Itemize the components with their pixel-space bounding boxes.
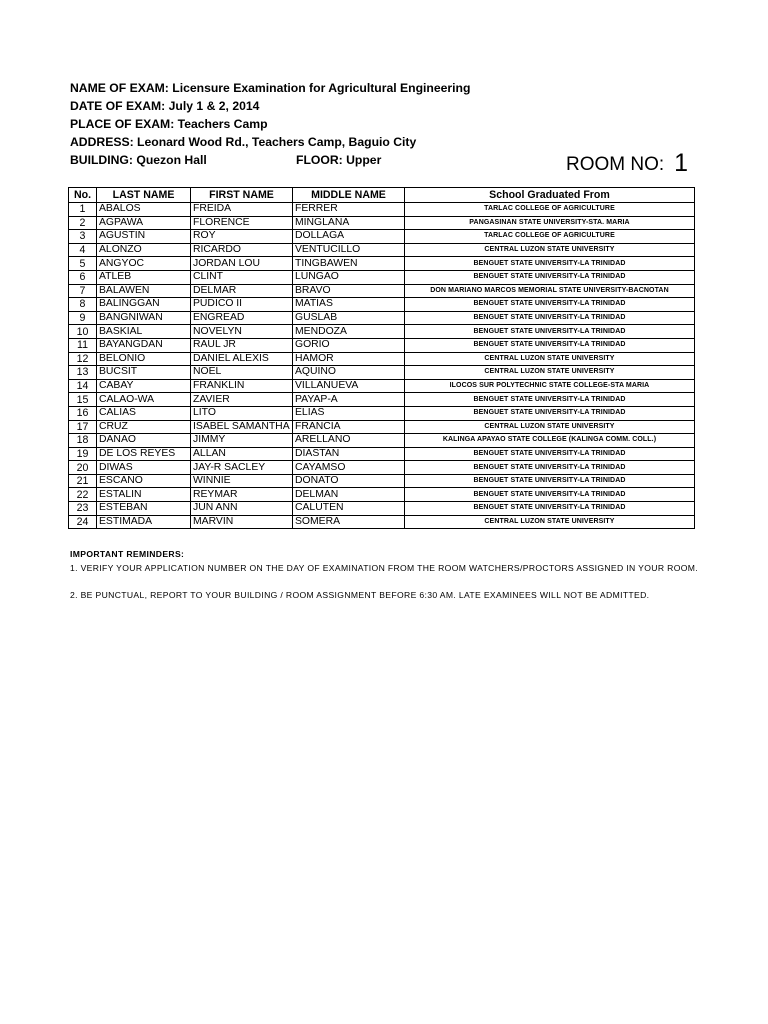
examinee-table xyxy=(68,187,695,529)
last-name-cell: CALAO-WA xyxy=(97,393,191,407)
school-cell: BENGUET STATE UNIVERSITY-LA TRINIDAD xyxy=(405,406,695,420)
middle-name-cell: DIASTAN xyxy=(293,447,405,461)
table-row xyxy=(69,203,695,217)
table-row xyxy=(69,284,695,298)
row-number: 14 xyxy=(69,379,97,393)
school-cell: TARLAC COLLEGE OF AGRICULTURE xyxy=(405,230,695,244)
first-name-cell: ALLAN xyxy=(191,447,293,461)
last-name-cell: BASKIAL xyxy=(97,325,191,339)
first-name-cell: DANIEL ALEXIS xyxy=(191,352,293,366)
col-header-last-name: LAST NAME xyxy=(97,188,191,203)
last-name-cell: AGPAWA xyxy=(97,216,191,230)
school-cell: BENGUET STATE UNIVERSITY-LA TRINIDAD xyxy=(405,474,695,488)
table-row xyxy=(69,461,695,475)
middle-name-cell: DONATO xyxy=(293,474,405,488)
middle-name-cell: AQUINO xyxy=(293,366,405,380)
last-name-cell: BANGNIWAN xyxy=(97,311,191,325)
table-row xyxy=(69,270,695,284)
table-row xyxy=(69,488,695,502)
first-name-cell: JORDAN LOU xyxy=(191,257,293,271)
first-name-cell: REYMAR xyxy=(191,488,293,502)
school-cell: BENGUET STATE UNIVERSITY-LA TRINIDAD xyxy=(405,325,695,339)
row-number: 15 xyxy=(69,393,97,407)
exam-place-value: Teachers Camp xyxy=(177,117,268,131)
row-number: 24 xyxy=(69,515,97,529)
first-name-cell: RICARDO xyxy=(191,243,293,257)
first-name-cell: JUN ANN xyxy=(191,502,293,516)
middle-name-cell: GUSLAB xyxy=(293,311,405,325)
school-cell: CENTRAL LUZON STATE UNIVERSITY xyxy=(405,352,695,366)
col-header-middle-name: MIDDLE NAME xyxy=(293,188,405,203)
exam-date-value: July 1 & 2, 2014 xyxy=(168,99,260,113)
school-cell: BENGUET STATE UNIVERSITY-LA TRINIDAD xyxy=(405,488,695,502)
middle-name-cell: CAYAMSO xyxy=(293,461,405,475)
middle-name-cell: DOLLAGA xyxy=(293,230,405,244)
last-name-cell: CRUZ xyxy=(97,420,191,434)
school-cell: TARLAC COLLEGE OF AGRICULTURE xyxy=(405,203,695,217)
exam-name-value: Licensure Examination for Agricultural Engineering xyxy=(172,81,471,95)
last-name-cell: CABAY xyxy=(97,379,191,393)
table-row xyxy=(69,366,695,380)
middle-name-cell: MENDOZA xyxy=(293,325,405,339)
first-name-cell: RAUL JR xyxy=(191,338,293,352)
address-value: Leonard Wood Rd., Teachers Camp, Baguio City xyxy=(137,135,417,149)
school-cell: DON MARIANO MARCOS MEMORIAL STATE UNIVERSITY-BACNOTAN xyxy=(405,284,695,298)
exam-place-line xyxy=(70,117,268,132)
last-name-cell: CALIAS xyxy=(97,406,191,420)
table-row xyxy=(69,420,695,434)
exam-date-line xyxy=(70,99,259,114)
middle-name-cell: ARELLANO xyxy=(293,434,405,448)
first-name-cell: MARVIN xyxy=(191,515,293,529)
school-cell: BENGUET STATE UNIVERSITY-LA TRINIDAD xyxy=(405,298,695,312)
row-number: 6 xyxy=(69,270,97,284)
row-number: 21 xyxy=(69,474,97,488)
first-name-cell: ROY xyxy=(191,230,293,244)
last-name-cell: ATLEB xyxy=(97,270,191,284)
row-number: 11 xyxy=(69,338,97,352)
col-header-no: No. xyxy=(69,188,97,203)
room-value: 1 xyxy=(674,149,689,177)
middle-name-cell: LUNGAO xyxy=(293,270,405,284)
row-number: 13 xyxy=(69,366,97,380)
table-row xyxy=(69,515,695,529)
row-number: 5 xyxy=(69,257,97,271)
reminder-item-1: 1. VERIFY YOUR APPLICATION NUMBER ON THE DAY OF EXAMINATION FROM THE ROOM WATCHERS/PROCTORS ASSIGNED IN YOUR ROOM. xyxy=(70,562,699,573)
middle-name-cell: VILLANUEVA xyxy=(293,379,405,393)
middle-name-cell: FERRER xyxy=(293,203,405,217)
room-number xyxy=(566,148,688,177)
table-row xyxy=(69,474,695,488)
reminder-item-2: 2. BE PUNCTUAL, REPORT TO YOUR BUILDING / ROOM ASSIGNMENT BEFORE 6:30 AM. LATE EXAMINEES WILL NOT BE ADMITTED. xyxy=(70,590,650,601)
table-row xyxy=(69,257,695,271)
last-name-cell: BALAWEN xyxy=(97,284,191,298)
table-row xyxy=(69,311,695,325)
table-row xyxy=(69,352,695,366)
table-row xyxy=(69,243,695,257)
last-name-cell: ABALOS xyxy=(97,203,191,217)
row-number: 23 xyxy=(69,502,97,516)
first-name-cell: CLINT xyxy=(191,270,293,284)
middle-name-cell: PAYAP-A xyxy=(293,393,405,407)
row-number: 3 xyxy=(69,230,97,244)
school-cell: BENGUET STATE UNIVERSITY-LA TRINIDAD xyxy=(405,447,695,461)
middle-name-cell: TINGBAWEN xyxy=(293,257,405,271)
last-name-cell: BALINGGAN xyxy=(97,298,191,312)
last-name-cell: AGUSTIN xyxy=(97,230,191,244)
first-name-cell: NOEL xyxy=(191,366,293,380)
room-label: ROOM NO: xyxy=(566,154,665,175)
last-name-cell: ESTALIN xyxy=(97,488,191,502)
table-row xyxy=(69,325,695,339)
exam-name-label: NAME OF EXAM: xyxy=(70,81,169,95)
table-row xyxy=(69,434,695,448)
last-name-cell: BUCSIT xyxy=(97,366,191,380)
first-name-cell: JIMMY xyxy=(191,434,293,448)
last-name-cell: DIWAS xyxy=(97,461,191,475)
last-name-cell: ESTEBAN xyxy=(97,502,191,516)
school-cell: BENGUET STATE UNIVERSITY-LA TRINIDAD xyxy=(405,311,695,325)
table-row xyxy=(69,447,695,461)
building-value: Quezon Hall xyxy=(136,153,207,167)
table-row xyxy=(69,338,695,352)
last-name-cell: BELONIO xyxy=(97,352,191,366)
first-name-cell: FLORENCE xyxy=(191,216,293,230)
row-number: 4 xyxy=(69,243,97,257)
middle-name-cell: DELMAN xyxy=(293,488,405,502)
first-name-cell: FREIDA xyxy=(191,203,293,217)
middle-name-cell: BRAVO xyxy=(293,284,405,298)
row-number: 20 xyxy=(69,461,97,475)
exam-name-line xyxy=(70,81,470,96)
first-name-cell: ZAVIER xyxy=(191,393,293,407)
first-name-cell: PUDICO II xyxy=(191,298,293,312)
table-body xyxy=(69,203,695,529)
table-row xyxy=(69,298,695,312)
col-header-first-name: FIRST NAME xyxy=(191,188,293,203)
important-reminders xyxy=(70,548,710,603)
exam-place-label: PLACE OF EXAM: xyxy=(70,117,175,131)
table-row xyxy=(69,406,695,420)
school-cell: BENGUET STATE UNIVERSITY-LA TRINIDAD xyxy=(405,338,695,352)
first-name-cell: FRANKLIN xyxy=(191,379,293,393)
row-number: 9 xyxy=(69,311,97,325)
middle-name-cell: VENTUCILLO xyxy=(293,243,405,257)
building-label: BUILDING: xyxy=(70,153,133,167)
school-cell: BENGUET STATE UNIVERSITY-LA TRINIDAD xyxy=(405,502,695,516)
middle-name-cell: CALUTEN xyxy=(293,502,405,516)
table-header-row xyxy=(69,188,695,203)
table-row xyxy=(69,393,695,407)
row-number: 12 xyxy=(69,352,97,366)
floor-line xyxy=(296,153,381,167)
col-header-school: School Graduated From xyxy=(405,188,695,203)
first-name-cell: DELMAR xyxy=(191,284,293,298)
reminders-title: IMPORTANT REMINDERS: xyxy=(70,549,185,559)
row-number: 18 xyxy=(69,434,97,448)
row-number: 17 xyxy=(69,420,97,434)
row-number: 7 xyxy=(69,284,97,298)
address-line xyxy=(70,135,416,150)
first-name-cell: NOVELYN xyxy=(191,325,293,339)
last-name-cell: ESTIMADA xyxy=(97,515,191,529)
school-cell: PANGASINAN STATE UNIVERSITY-STA. MARIA xyxy=(405,216,695,230)
table-row xyxy=(69,216,695,230)
table-row xyxy=(69,379,695,393)
school-cell: CENTRAL LUZON STATE UNIVERSITY xyxy=(405,243,695,257)
last-name-cell: DANAO xyxy=(97,434,191,448)
middle-name-cell: GORIO xyxy=(293,338,405,352)
first-name-cell: ISABEL SAMANTHA xyxy=(191,420,293,434)
first-name-cell: WINNIE xyxy=(191,474,293,488)
last-name-cell: ANGYOC xyxy=(97,257,191,271)
row-number: 10 xyxy=(69,325,97,339)
last-name-cell: DE LOS REYES xyxy=(97,447,191,461)
last-name-cell: ALONZO xyxy=(97,243,191,257)
floor-label: FLOOR: xyxy=(296,153,343,167)
row-number: 19 xyxy=(69,447,97,461)
address-label: ADDRESS: xyxy=(70,135,134,149)
exam-date-label: DATE OF EXAM: xyxy=(70,99,166,113)
school-cell: BENGUET STATE UNIVERSITY-LA TRINIDAD xyxy=(405,270,695,284)
first-name-cell: ENGREAD xyxy=(191,311,293,325)
middle-name-cell: MINGLANA xyxy=(293,216,405,230)
middle-name-cell: HAMOR xyxy=(293,352,405,366)
school-cell: BENGUET STATE UNIVERSITY-LA TRINIDAD xyxy=(405,393,695,407)
table-row xyxy=(69,230,695,244)
floor-value: Upper xyxy=(346,153,382,167)
building-line xyxy=(70,153,207,168)
school-cell: ILOCOS SUR POLYTECHNIC STATE COLLEGE-STA MARIA xyxy=(405,379,695,393)
first-name-cell: JAY-R SACLEY xyxy=(191,461,293,475)
middle-name-cell: MATIAS xyxy=(293,298,405,312)
middle-name-cell: FRANCIA xyxy=(293,420,405,434)
middle-name-cell: ELIAS xyxy=(293,406,405,420)
school-cell: BENGUET STATE UNIVERSITY-LA TRINIDAD xyxy=(405,461,695,475)
table-row xyxy=(69,502,695,516)
school-cell: BENGUET STATE UNIVERSITY-LA TRINIDAD xyxy=(405,257,695,271)
last-name-cell: ESCANO xyxy=(97,474,191,488)
middle-name-cell: SOMERA xyxy=(293,515,405,529)
row-number: 22 xyxy=(69,488,97,502)
row-number: 8 xyxy=(69,298,97,312)
school-cell: KALINGA APAYAO STATE COLLEGE (KALINGA COMM. COLL.) xyxy=(405,434,695,448)
last-name-cell: BAYANGDAN xyxy=(97,338,191,352)
school-cell: CENTRAL LUZON STATE UNIVERSITY xyxy=(405,366,695,380)
row-number: 16 xyxy=(69,406,97,420)
row-number: 2 xyxy=(69,216,97,230)
first-name-cell: LITO xyxy=(191,406,293,420)
school-cell: CENTRAL LUZON STATE UNIVERSITY xyxy=(405,515,695,529)
row-number: 1 xyxy=(69,203,97,217)
school-cell: CENTRAL LUZON STATE UNIVERSITY xyxy=(405,420,695,434)
